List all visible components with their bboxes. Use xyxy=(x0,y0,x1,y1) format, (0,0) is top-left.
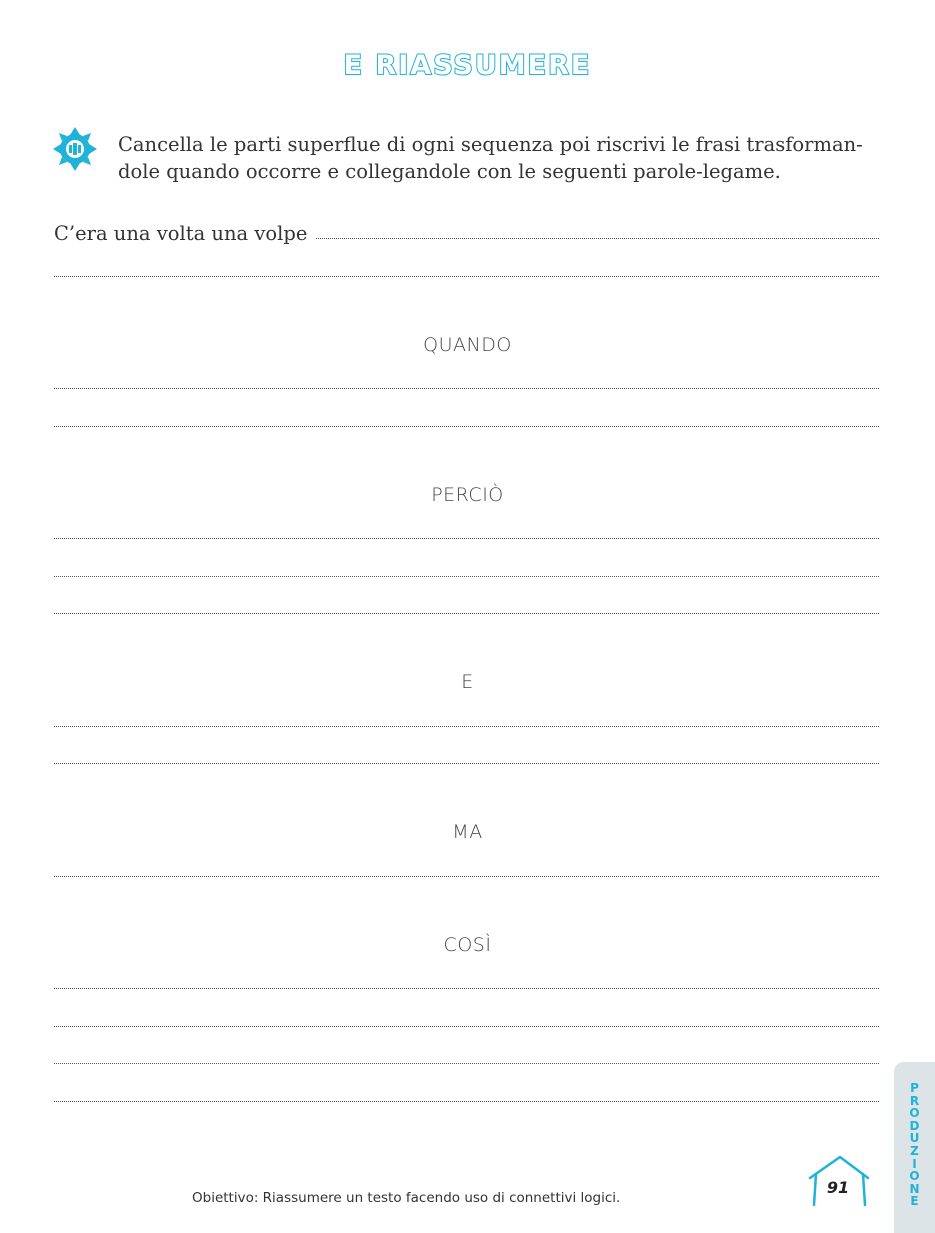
instruction-line-1: Cancella le parti superflue di ogni sequenza poi riscrivi le frasi trasforman- xyxy=(118,133,863,156)
connector-ma: MA xyxy=(452,821,483,843)
connector-percio: PERCIÒ xyxy=(431,484,504,506)
connector-e: E xyxy=(461,671,474,693)
section-tab-letter: O xyxy=(909,1106,920,1121)
writing-line[interactable] xyxy=(54,726,879,727)
section-tab-letter: E xyxy=(910,1194,919,1209)
objective-text: Obiettivo: Riassumere un testo facendo uso di connettivi logici. xyxy=(192,1190,621,1206)
writing-line[interactable] xyxy=(54,613,879,614)
instruction-text xyxy=(118,131,888,185)
writing-line[interactable] xyxy=(54,1063,879,1064)
connector-quando: QUANDO xyxy=(423,334,512,356)
section-tab-letter: P xyxy=(910,1081,919,1095)
page-number-badge xyxy=(806,1154,870,1208)
writing-line[interactable] xyxy=(54,876,879,877)
section-tab-letter: N xyxy=(909,1181,920,1196)
section-tab[interactable] xyxy=(894,1062,935,1233)
gear-sun-icon xyxy=(52,126,98,172)
section-tab-label xyxy=(894,1082,935,1208)
writing-line[interactable] xyxy=(54,276,879,277)
writing-line[interactable] xyxy=(54,988,879,989)
page-title: E RIASSUMERE xyxy=(343,50,592,81)
section-tab-letter: D xyxy=(909,1118,920,1133)
section-tab-letter: Z xyxy=(910,1143,919,1158)
writing-line[interactable] xyxy=(54,576,879,577)
start-text: C’era una volta una volpe xyxy=(54,222,308,245)
writing-line[interactable] xyxy=(54,1026,879,1027)
section-tab-letter: R xyxy=(909,1093,920,1108)
writing-line[interactable] xyxy=(54,388,879,389)
section-tab-letter: I xyxy=(912,1156,917,1171)
instruction-line-2: dole quando occorre e collegandole con le seguenti parole-legame. xyxy=(118,160,781,183)
writing-line[interactable] xyxy=(54,1101,879,1102)
section-tab-letter: O xyxy=(909,1169,920,1184)
writing-line[interactable] xyxy=(54,426,879,427)
writing-line[interactable] xyxy=(54,538,879,539)
page-number: 91 xyxy=(826,1178,850,1197)
section-tab-letter: U xyxy=(909,1131,920,1146)
connector-cosi: COSÌ xyxy=(443,934,492,956)
writing-line[interactable] xyxy=(316,238,879,239)
writing-line[interactable] xyxy=(54,763,879,764)
